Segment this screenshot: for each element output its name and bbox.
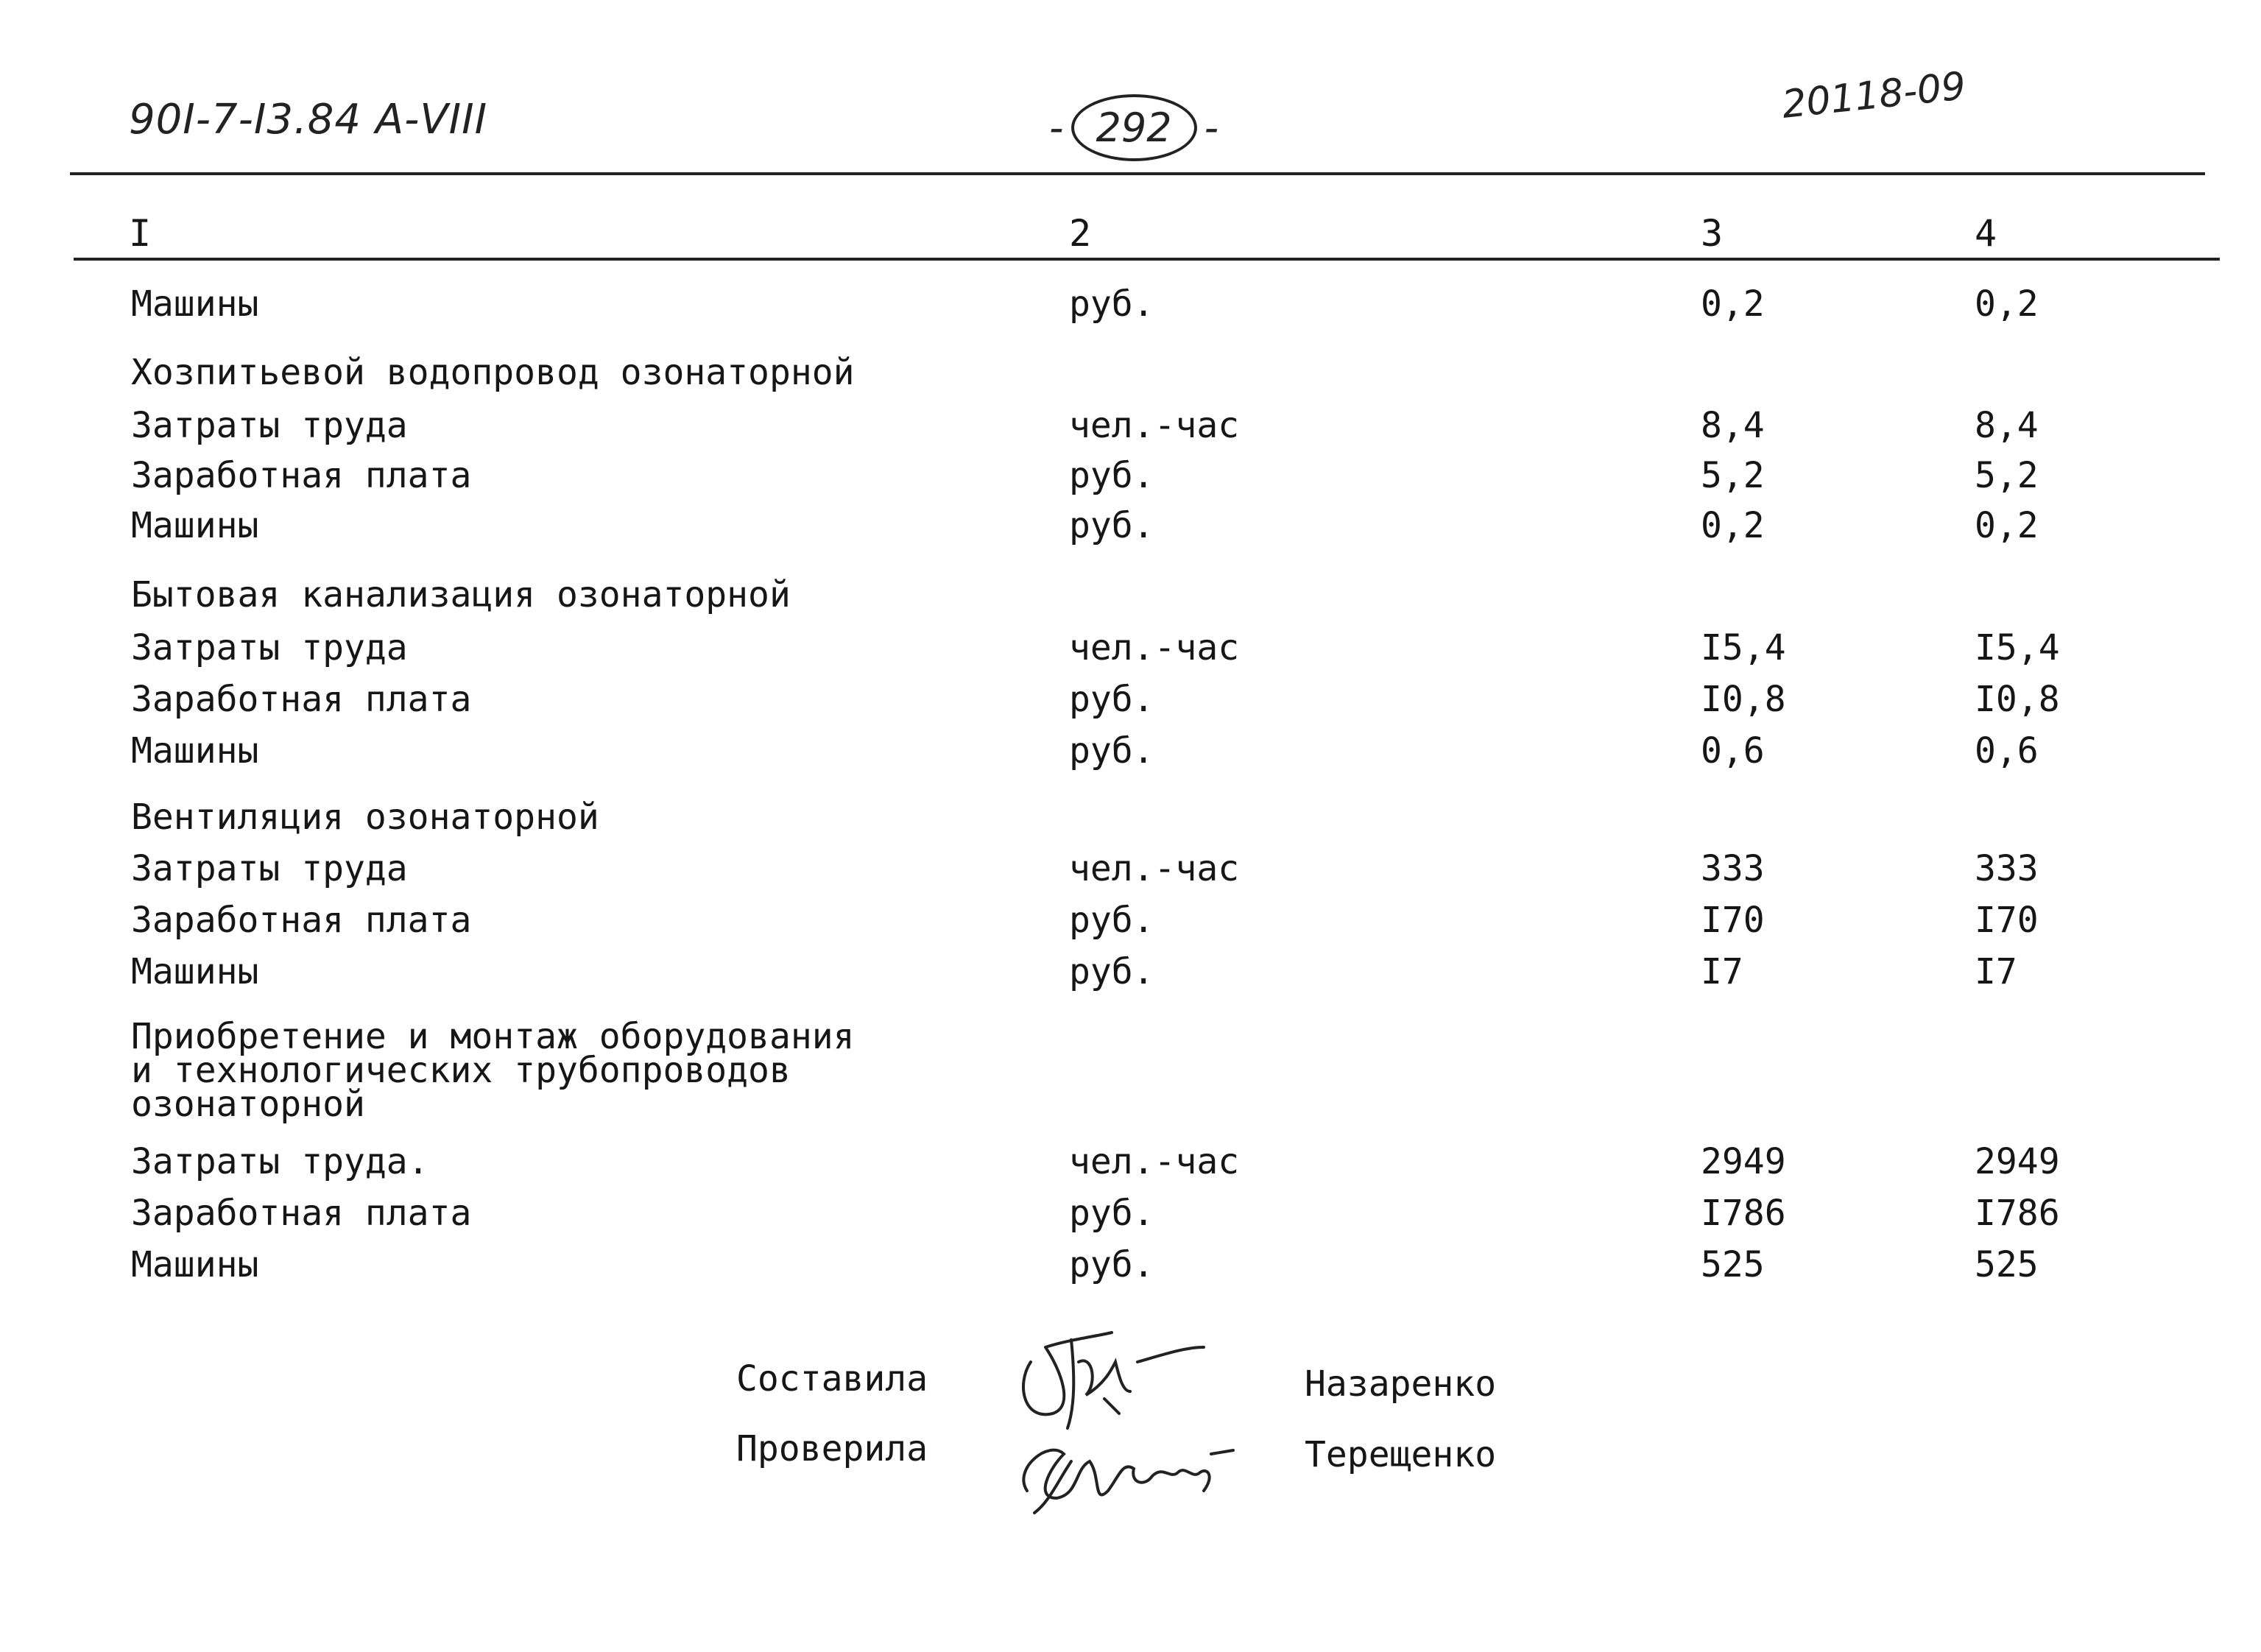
- page-number: 292: [1071, 94, 1197, 161]
- row-value-col4: 5,2: [1975, 455, 2039, 496]
- row-value-col4: I5,4: [1975, 627, 2060, 668]
- page-dash-right: -: [1204, 105, 1219, 151]
- row-label: Заработная плата: [131, 679, 472, 720]
- document-code: 90I-7-I3.84 А-VIII: [129, 96, 488, 144]
- row-label: Машины: [131, 283, 259, 325]
- row-label: Машины: [131, 505, 259, 546]
- row-value-col4: 333: [1975, 848, 2039, 889]
- row-value-col4: 0,2: [1975, 283, 2039, 325]
- row-label: Машины: [131, 1244, 259, 1285]
- row-value-col3: 0,6: [1701, 730, 1765, 772]
- row-unit: руб.: [1069, 900, 1154, 941]
- row-unit: руб.: [1069, 455, 1154, 496]
- row-unit: чел.-час: [1069, 848, 1240, 889]
- row-value-col3: I7: [1701, 951, 1743, 992]
- row-value-col3: 0,2: [1701, 283, 1765, 325]
- row-value-col4: 2949: [1975, 1141, 2060, 1182]
- column-number-4: 4: [1975, 212, 1997, 255]
- row-value-col3: I70: [1701, 900, 1765, 941]
- column-number-1: I: [129, 212, 152, 255]
- row-value-col4: 0,2: [1975, 505, 2039, 546]
- checked-by-name: Терещенко: [1305, 1434, 1497, 1475]
- row-value-col4: I70: [1975, 900, 2039, 941]
- row-value-col4: 0,6: [1975, 730, 2039, 772]
- row-value-col3: 8,4: [1701, 405, 1765, 446]
- column-number-2: 2: [1069, 212, 1092, 255]
- row-unit: руб.: [1069, 679, 1154, 720]
- header-divider: [74, 258, 2220, 261]
- row-value-col4: I7: [1975, 951, 2017, 992]
- row-value-col4: I0,8: [1975, 679, 2060, 720]
- section-heading: Приобретение и монтаж оборудования и технологических трубопроводов озонаторной: [131, 1016, 855, 1125]
- row-unit: руб.: [1069, 951, 1154, 992]
- archive-number: 20118-09: [1779, 64, 1968, 127]
- row-label: Затраты труда: [131, 627, 408, 668]
- checked-by-label: Проверила: [736, 1428, 928, 1469]
- section-heading: Вентиляция озонаторной: [131, 797, 599, 838]
- row-unit: чел.-час: [1069, 405, 1240, 446]
- row-label: Затраты труда: [131, 848, 408, 889]
- top-divider: [70, 172, 2205, 175]
- section-heading: Бытовая канализация озонаторной: [131, 574, 791, 615]
- column-number-3: 3: [1701, 212, 1724, 255]
- row-label: Машины: [131, 951, 259, 992]
- compiled-by-name: Назаренко: [1305, 1363, 1497, 1405]
- page-dash-left: -: [1049, 105, 1064, 151]
- row-label: Машины: [131, 730, 259, 772]
- row-value-col3: I786: [1701, 1193, 1786, 1234]
- row-value-col3: I5,4: [1701, 627, 1786, 668]
- section-heading: Хозпитьевой водопровод озонаторной: [131, 352, 855, 393]
- row-value-col3: I0,8: [1701, 679, 1786, 720]
- row-unit: чел.-час: [1069, 1141, 1240, 1182]
- page-number-block: [1049, 94, 1218, 161]
- row-unit: руб.: [1069, 1244, 1154, 1285]
- row-unit: руб.: [1069, 730, 1154, 772]
- row-label: Заработная плата: [131, 1193, 472, 1234]
- row-value-col3: 525: [1701, 1244, 1765, 1285]
- row-value-col3: 0,2: [1701, 505, 1765, 546]
- row-value-col3: 5,2: [1701, 455, 1765, 496]
- row-value-col3: 333: [1701, 848, 1765, 889]
- row-value-col4: 525: [1975, 1244, 2039, 1285]
- row-label: Затраты труда.: [131, 1141, 429, 1182]
- row-label: Заработная плата: [131, 900, 472, 941]
- compiled-by-label: Составила: [736, 1358, 928, 1399]
- row-value-col3: 2949: [1701, 1141, 1786, 1182]
- row-value-col4: 8,4: [1975, 405, 2039, 446]
- row-label: Затраты труда: [131, 405, 408, 446]
- row-value-col4: I786: [1975, 1193, 2060, 1234]
- row-unit: чел.-час: [1069, 627, 1240, 668]
- row-label: Заработная плата: [131, 455, 472, 496]
- row-unit: руб.: [1069, 283, 1154, 325]
- row-unit: руб.: [1069, 1193, 1154, 1234]
- checked-signature: [1005, 1410, 1241, 1520]
- row-unit: руб.: [1069, 505, 1154, 546]
